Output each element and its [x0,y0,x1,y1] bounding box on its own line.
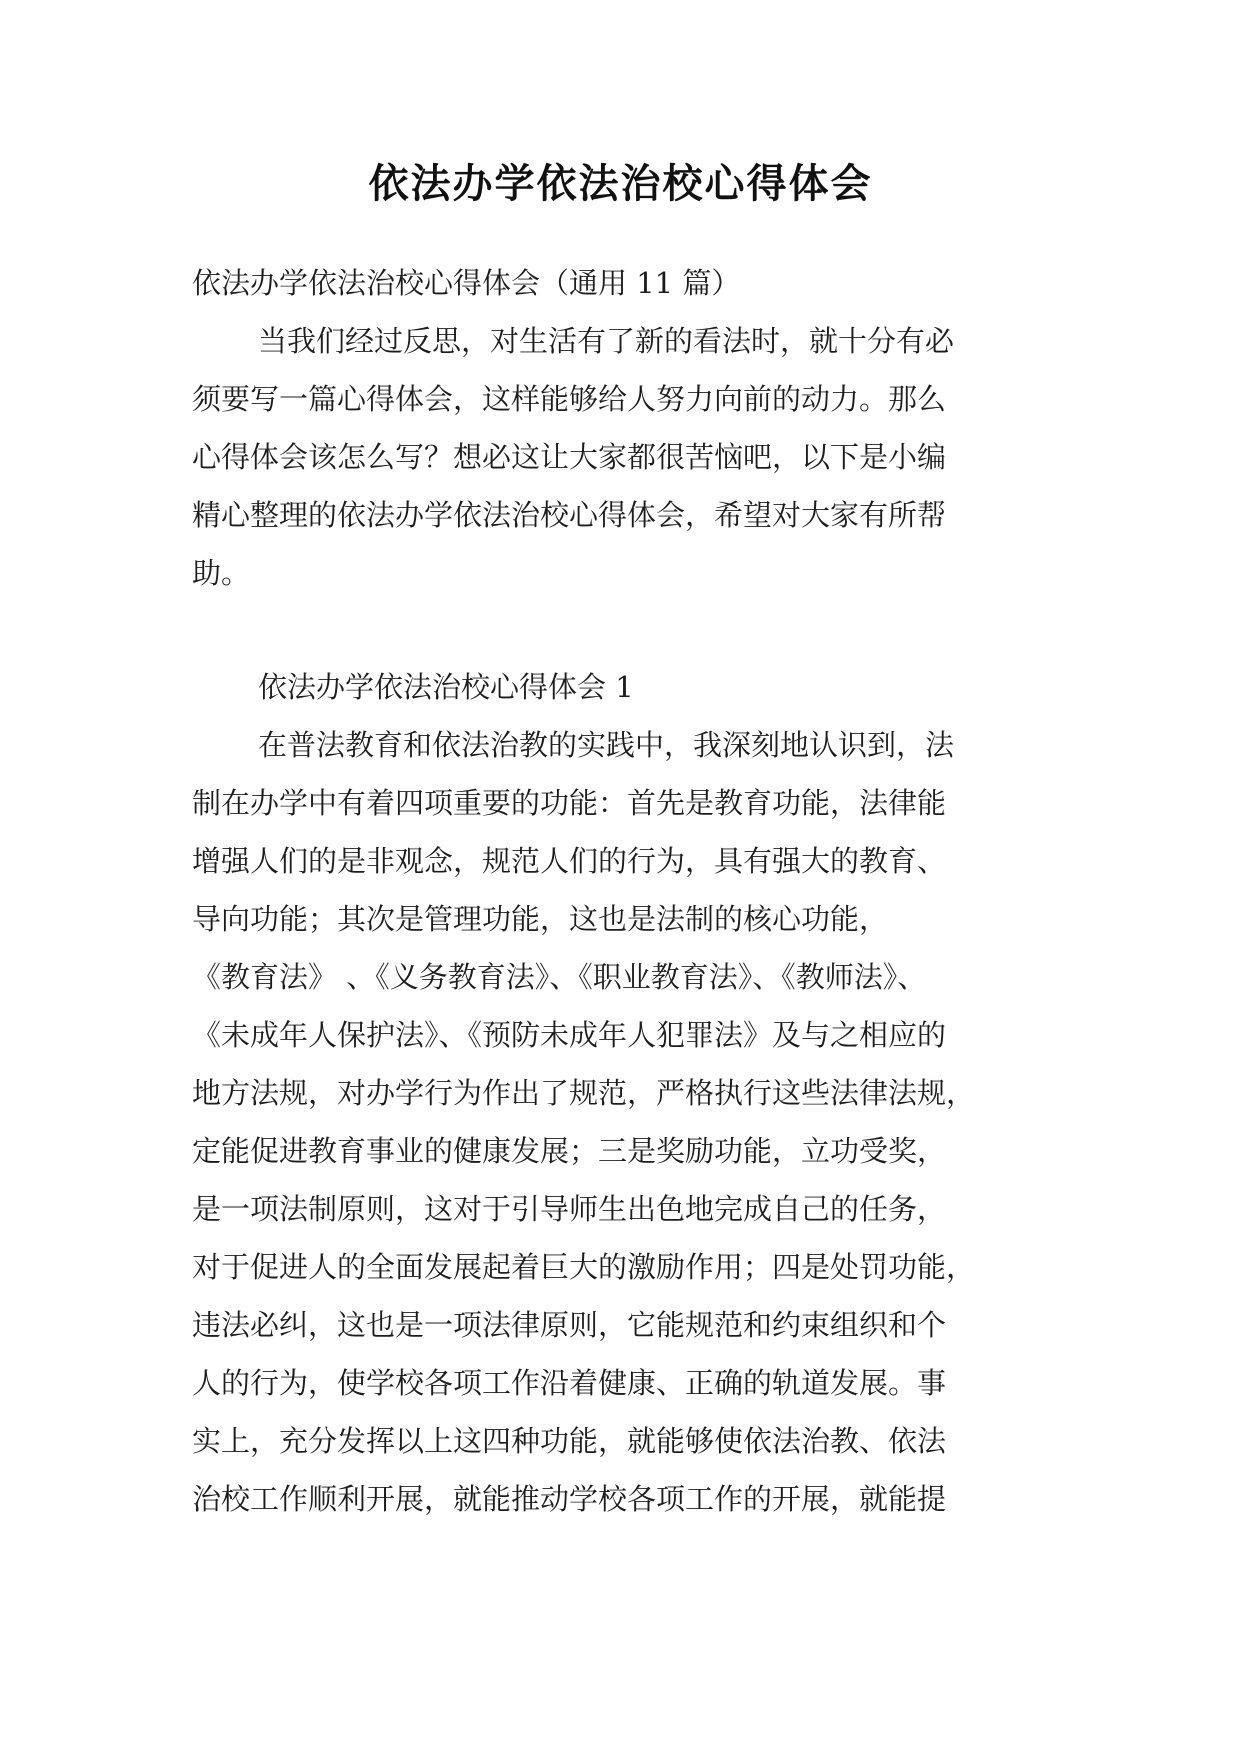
body-line: 在普法教育和依法治教的实践中，我深刻地认识到，法 [258,728,955,762]
body-line: 导向功能；其次是管理功能，这也是法制的核心功能， [192,902,889,936]
body-line: 违法必纠，这也是一项法律原则，它能规范和约束组织和个 [192,1308,947,1342]
body-line: 增强人们的是非观念，规范人们的行为，具有强大的教育、 [192,844,947,878]
body-line: 制在办学中有着四项重要的功能：首先是教育功能，法律能 [192,786,947,820]
intro-line: 当我们经过反思，对生活有了新的看法时，就十分有必 [258,324,955,358]
document-title: 依法办学依法治校心得体会 [368,160,873,207]
intro-line: 心得体会该怎么写？想必这让大家都很苦恼吧，以下是小编 [192,440,947,474]
body-line: 治校工作顺利开展，就能推动学校各项工作的开展，就能提 [192,1482,947,1516]
body-line: 《未成年人保护法》、《预防未成年人犯罪法》及与之相应的 [192,1018,947,1052]
body-line: 定能促进教育事业的健康发展；三是奖励功能，立功受奖， [192,1134,947,1168]
body-line: 对于促进人的全面发展起着巨大的激励作用；四是处罚功能， [192,1250,976,1284]
intro-line: 助。 [192,556,251,590]
intro-line: 须要写一篇心得体会，这样能够给人努力向前的动力。那么 [192,382,947,416]
subtitle-line: 依法办学依法治校心得体会（通用 11 篇） [192,266,741,300]
body-line: 是一项法制原则，这对于引导师生出色地完成自己的任务， [192,1192,947,1226]
body-line: 实上，充分发挥以上这四种功能，就能够使依法治教、依法 [192,1424,947,1458]
body-line: 地方法规，对办学行为作出了规范，严格执行这些法律法规， [192,1076,976,1110]
body-line: 《教育法》 、《义务教育法》、《职业教育法》、《教师法》、 [192,960,927,994]
intro-line: 精心整理的依法办学依法治校心得体会，希望对大家有所帮 [192,498,947,532]
section-heading: 依法办学依法治校心得体会 1 [258,670,634,704]
body-line: 人的行为，使学校各项工作沿着健康、正确的轨道发展。事 [192,1366,947,1400]
